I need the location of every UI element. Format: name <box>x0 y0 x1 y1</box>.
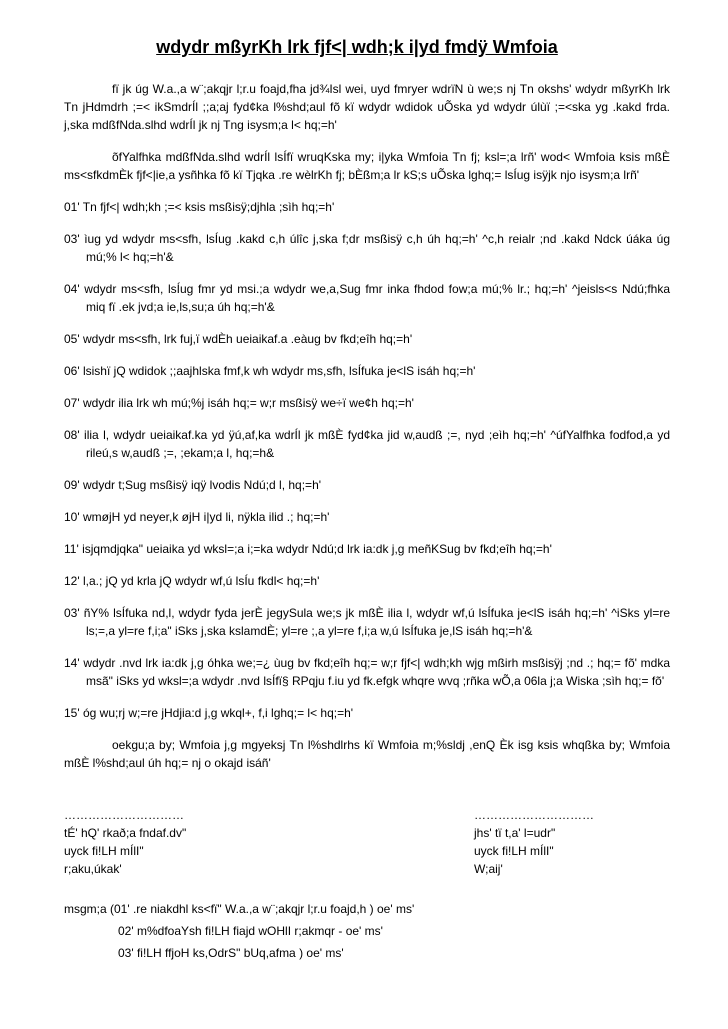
list-item: 07' wdydr ilia lrk wh mú;%j isáh hq;= w;r msßisÿ we÷ï we¢h hq;=h' <box>64 396 414 410</box>
signature-name: tÉ' hQ' rkað;a fndaf.dv" <box>64 826 187 840</box>
list-item: 12' l,a.; jQ yd krla jQ wdydr wf,ú lsÍu fkdl< hq;=h' <box>64 574 320 588</box>
list-item: 06' lsishï jQ wdidok ;;aajhlska fmf,k wh wdydr ms,sfh, lsÍfuka je<lS isáh hq;=h' <box>64 364 476 378</box>
document-title: wdydr mßyrKh lrk fjf<| wdh;k i|yd fmdÿ Wmfoia <box>156 37 558 57</box>
copies-section <box>64 900 670 962</box>
signature-dots: ………………………… <box>474 808 594 822</box>
signature-left <box>64 806 186 878</box>
signature-name: jhs' tï t,a' l=udr" <box>474 826 556 840</box>
list-item: 10' wmøjH yd neyer,k øjH i|yd li, nÿkla ilid .; hq;=h' <box>64 510 330 524</box>
copies-item: 02' m%dfoaYsh fi!LH fiajd wOHlI r;akmqr - oe' ms' <box>118 924 383 938</box>
intro-paragraph-1: fï jk úg W.a.,a w¨;akqjr l;r.u foajd,fha jd¾Isl wei, uyd fmryer wdrïN ù we;s nj Tn okshs' wdydr mßyrKh lrk Tn jHdmdrh ;=< ikSmdrÍl ;;a;aj fyd¢ka l%shd;aul fõ kï wdydr wdidok uÕska yd wdydr úlùï ;=<ska yg .kakd frda. j,ska mdßfNda.slhd wdrÍl jk nj Tng isysm;a l< hq;=h' <box>64 82 670 132</box>
signature-title: uyck fi!LH mÍlI" <box>64 844 144 858</box>
list-item: 03' ñY% lsÍfuka nd,l, wdydr fyda jerÈ jegySula we;s jk mßÈ ilia l, wdydr wf,ú lsÍfuka je<lS isáh hq;=h' ^iSks yl=re ls;=,a yl=re f,i;a" iSks j,ska kslamdÈ; yl=re ;,a yl=re f,i;a w,ú lsÍfuka je,lS isáh hq;=h'& <box>64 606 670 638</box>
list-item: 03' ìug yd wdydr ms<sfh, lsÍug .kakd c,h úlîc j,ska f;dr msßisÿ c,h úh hq;=h' ^c,h reialr ;nd .kakd Ndck úáka úg mú;% l< hq;=h'& <box>64 232 670 264</box>
list-item: 04' wdydr ms<sfh, lsÍug fmr yd msi.;a wdydr we,a,Sug fmr inka fhdod fow;a mú;% lr.; hq;=h' ^jeisls<s Ndú;fhka miq fï .ek jvd;a ie,ls,su;a úh hq;=h'& <box>64 282 670 314</box>
copies-heading: msgm;a (01' .re niakdhl ks<fï" W.a.,a w¨;akqjr l;r.u foajd,h ) oe' ms' <box>64 902 415 916</box>
signature-place: r;aku,úkak' <box>64 862 122 876</box>
list-item: 15' óg wu;rj w;=re jHdjia:d j,g wkql+, f,i lghq;= l< hq;=h' <box>64 706 354 720</box>
list-item: 09' wdydr t;Sug msßisÿ iqÿ lvodis Ndú;d l, hq;=h' <box>64 478 322 492</box>
signature-dots: ………………………… <box>64 808 184 822</box>
list-item: 08' ilia l, wdydr ueiaikaf.ka yd ÿú,af,ka wdrÍl jk mßÈ fyd¢ka jid w,audß ;=, nyd ;eìh hq;=h' ^úfYalfhka fodfod,a yd rileú,s w,audß ;=, ;ekam;a l, hq;=h& <box>64 428 670 460</box>
list-item: 11' isjqmdjqka" ueiaika yd wksl=;a i;=ka wdydr Ndú;d lrk ia:dk j,g meñKSug bv fkd;eîh hq;=h' <box>64 542 552 556</box>
list-item: 14' wdydr .nvd lrk ia:dk j,g óhka we;=¿ ùug bv fkd;eîh hq;= w;r fjf<| wdh;kh wjg mßirh msßisÿj ;nd .; hq;= fõ' mdka msã" iSks yd wksl=;a wdydr .nvd lsÍfï§ RPqju f.iu yd fk.efgk whqre wvq ;rñka wÕ,a 06la j;a Wiska ;sìh hq;= fõ' <box>64 656 670 688</box>
signature-right <box>474 806 594 878</box>
copies-item: 03' fi!LH ffjoH ks,OdrS" bUq,afma ) oe' ms' <box>118 946 344 960</box>
signature-block <box>64 806 670 876</box>
closing-paragraph: oekgu;a by; Wmfoia j,g mgyeksj Tn l%shdlrhs kï Wmfoia m;%sldj ,enQ Èk isg ksis whqßka by; Wmfoia mßÈ l%shd;aul úh hq;= nj o okajd isáñ' <box>64 738 670 770</box>
list-item: 01' Tn fjf<| wdh;kh ;=< ksis msßisÿ;djhla ;sìh hq;=h' <box>64 200 335 214</box>
signature-place: W;aij' <box>474 862 503 876</box>
intro-paragraph-2: õfYalfhka mdßfNda.slhd wdrÍl lsÍfï wruqKska my; i|yka Wmfoia Tn fj; ksl=;a lrñ' wod< Wmfoia ksis mßÈ ms<sfkdmÈk fjf<|ie,a ysñhka fõ kï Tjqka .re wèlrKh fj; bÈßm;a lr kS;s uÕska lghq;= lsÍug isÿjk njo isysm;a lrñ' <box>64 150 670 182</box>
signature-title: uyck fi!LH mÍlI" <box>474 844 554 858</box>
list-item: 05' wdydr ms<sfh, lrk fuj,ï wdÈh ueiaikaf.a .eàug bv fkd;eîh hq;=h' <box>64 332 413 346</box>
